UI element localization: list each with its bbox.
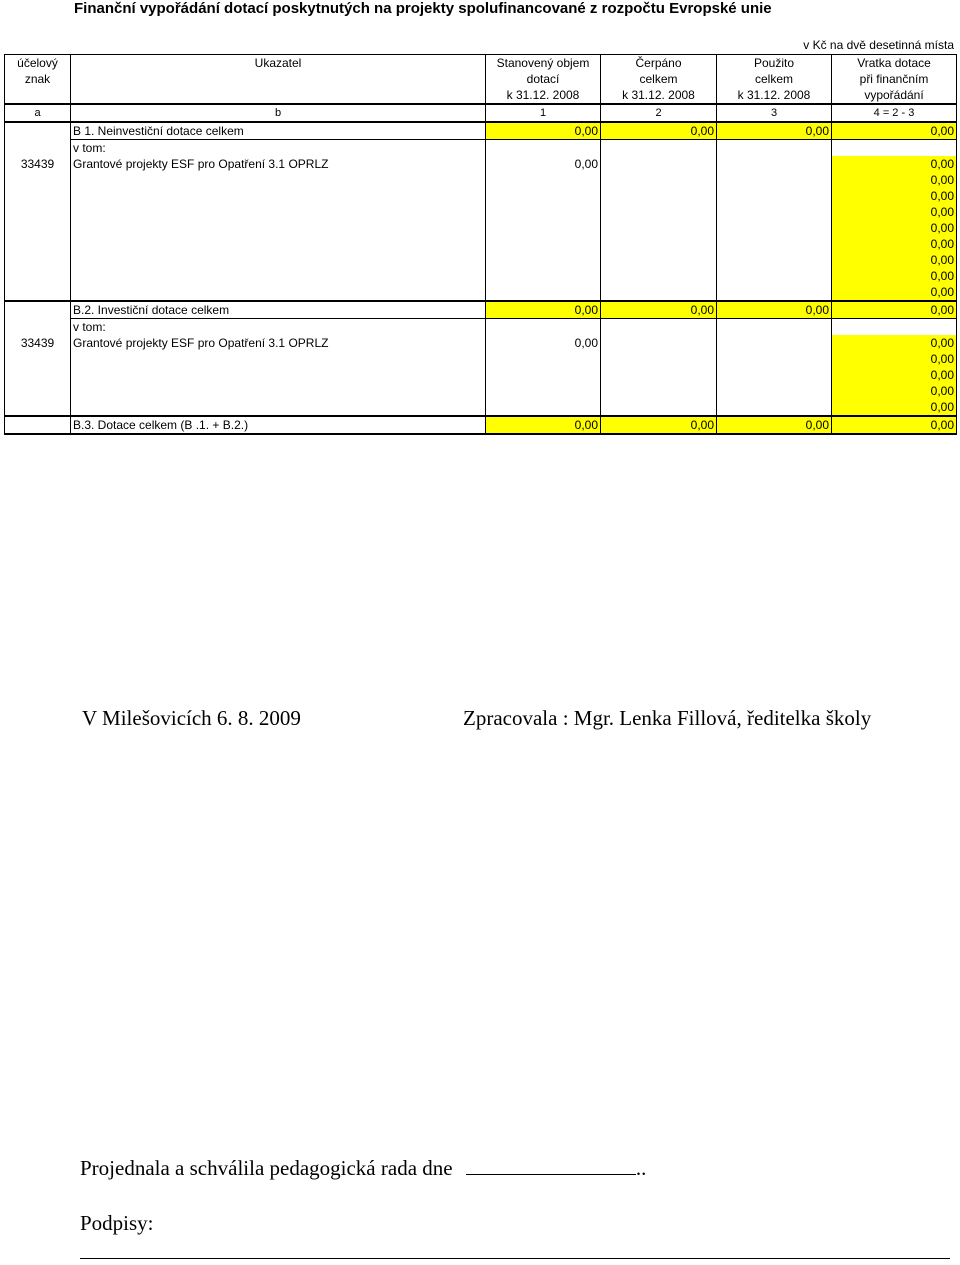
header-col1-2: dotací [486, 71, 601, 87]
header-col2: Čerpáno [601, 55, 717, 72]
index-4: 4 = 2 - 3 [832, 104, 957, 122]
b1-item-label: Grantové projekty ESF pro Opatření 3.1 OPRLZ [71, 156, 486, 301]
approval-end: .. [635, 1156, 647, 1180]
header-col1: Stanovený objem [486, 55, 601, 72]
b1-value-2: 0,00 [601, 122, 717, 140]
b2-vtom-c3 [717, 319, 832, 336]
b1-item-row [5, 156, 957, 172]
b2-vtom: v tom: [71, 319, 486, 336]
b2-vtom-c4 [832, 319, 957, 336]
b2-vtom-code [5, 319, 71, 336]
approval-text: Projednala a schválila pedagogická rada dne [80, 1156, 453, 1180]
b1-vratka-1: 0,00 [832, 156, 957, 172]
b1-vtom-code [5, 140, 71, 157]
b1-vratka-4: 0,00 [832, 204, 957, 220]
b1-vratka-2: 0,00 [832, 172, 957, 188]
b2-item-code: 33439 [5, 335, 71, 416]
b2-value-3: 0,00 [717, 301, 832, 319]
index-row [5, 104, 957, 122]
header-col2-3: k 31.12. 2008 [601, 87, 717, 104]
b3-value-1: 0,00 [486, 416, 601, 434]
signature-line [80, 1258, 950, 1259]
b2-item-pouzito [717, 335, 832, 416]
b1-value-3: 0,00 [717, 122, 832, 140]
b2-vtom-row [5, 319, 957, 336]
b2-vtom-c2 [601, 319, 717, 336]
index-1: 1 [486, 104, 601, 122]
b1-vtom-row [5, 140, 957, 157]
header-row-1 [5, 55, 957, 72]
header-znak-3 [5, 87, 71, 104]
b2-vtom-c1 [486, 319, 601, 336]
b1-vtom: v tom: [71, 140, 486, 157]
b1-value-4: 0,00 [832, 122, 957, 140]
settlement-table [4, 54, 957, 435]
b2-label: B.2. Investiční dotace celkem [71, 301, 486, 319]
b1-vratka-5: 0,00 [832, 220, 957, 236]
prepared-by: Zpracovala : Mgr. Lenka Fillová, ředitelka školy [463, 706, 872, 730]
b1-vratka-8: 0,00 [832, 268, 957, 284]
b1-label: B 1. Neinvestiční dotace celkem [71, 122, 486, 140]
b2-item-row [5, 335, 957, 351]
index-b: b [71, 104, 486, 122]
index-2: 2 [601, 104, 717, 122]
b3-value-2: 0,00 [601, 416, 717, 434]
index-3: 3 [717, 104, 832, 122]
b2-item-label: Grantové projekty ESF pro Opatření 3.1 OPRLZ [71, 335, 486, 416]
header-col4-3: vypořádání [832, 87, 957, 104]
b2-vratka-3: 0,00 [832, 367, 957, 383]
b1-vtom-c2 [601, 140, 717, 157]
b2-item-cerpano [601, 335, 717, 416]
header-col4: Vratka dotace [832, 55, 957, 72]
b1-vtom-c1 [486, 140, 601, 157]
index-a: a [5, 104, 71, 122]
unit-note: v Kč na dvě desetinná místa [803, 38, 954, 52]
b1-vratka-6: 0,00 [832, 236, 957, 252]
header-col1-3: k 31.12. 2008 [486, 87, 601, 104]
b1-vratka-3: 0,00 [832, 188, 957, 204]
signatures-label: Podpisy: [80, 1211, 154, 1235]
header-col3-2: celkem [717, 71, 832, 87]
approval-line [80, 1156, 646, 1181]
b1-vratka-7: 0,00 [832, 252, 957, 268]
b1-item-cerpano [601, 156, 717, 301]
b1-vtom-c4 [832, 140, 957, 157]
b2-item-value: 0,00 [486, 335, 601, 416]
document-title: Finanční vypořádání dotací poskytnutých na projekty spolufinancované z rozpočtu Evropské unie [74, 0, 772, 17]
b2-value-2: 0,00 [601, 301, 717, 319]
b1-total-row [5, 122, 957, 140]
b1-vratka-9: 0,00 [832, 284, 957, 301]
b1-code [5, 122, 71, 140]
b2-vratka-5: 0,00 [832, 399, 957, 416]
b3-total-row [5, 416, 957, 434]
b1-value-1: 0,00 [486, 122, 601, 140]
header-ukazatel: Ukazatel [71, 55, 486, 105]
b2-vratka-4: 0,00 [832, 383, 957, 399]
b3-code [5, 416, 71, 434]
header-col2-2: celkem [601, 71, 717, 87]
b3-value-3: 0,00 [717, 416, 832, 434]
approval-date-blank [466, 1156, 636, 1175]
b2-vratka-2: 0,00 [832, 351, 957, 367]
header-col3: Použito [717, 55, 832, 72]
b3-label: B.3. Dotace celkem (B .1. + B.2.) [71, 416, 486, 434]
header-col3-3: k 31.12. 2008 [717, 87, 832, 104]
b2-vratka-1: 0,00 [832, 335, 957, 351]
b1-vtom-c3 [717, 140, 832, 157]
b2-code [5, 301, 71, 319]
b2-total-row [5, 301, 957, 319]
b1-item-pouzito [717, 156, 832, 301]
place-date: V Milešovicích 6. 8. 2009 [82, 706, 301, 730]
header-znak-2: znak [5, 71, 71, 87]
header-col4-2: při finančním [832, 71, 957, 87]
b1-item-value: 0,00 [486, 156, 601, 301]
b1-item-code: 33439 [5, 156, 71, 301]
header-znak: účelový [5, 55, 71, 72]
b2-value-4: 0,00 [832, 301, 957, 319]
b3-value-4: 0,00 [832, 416, 957, 434]
b2-value-1: 0,00 [486, 301, 601, 319]
